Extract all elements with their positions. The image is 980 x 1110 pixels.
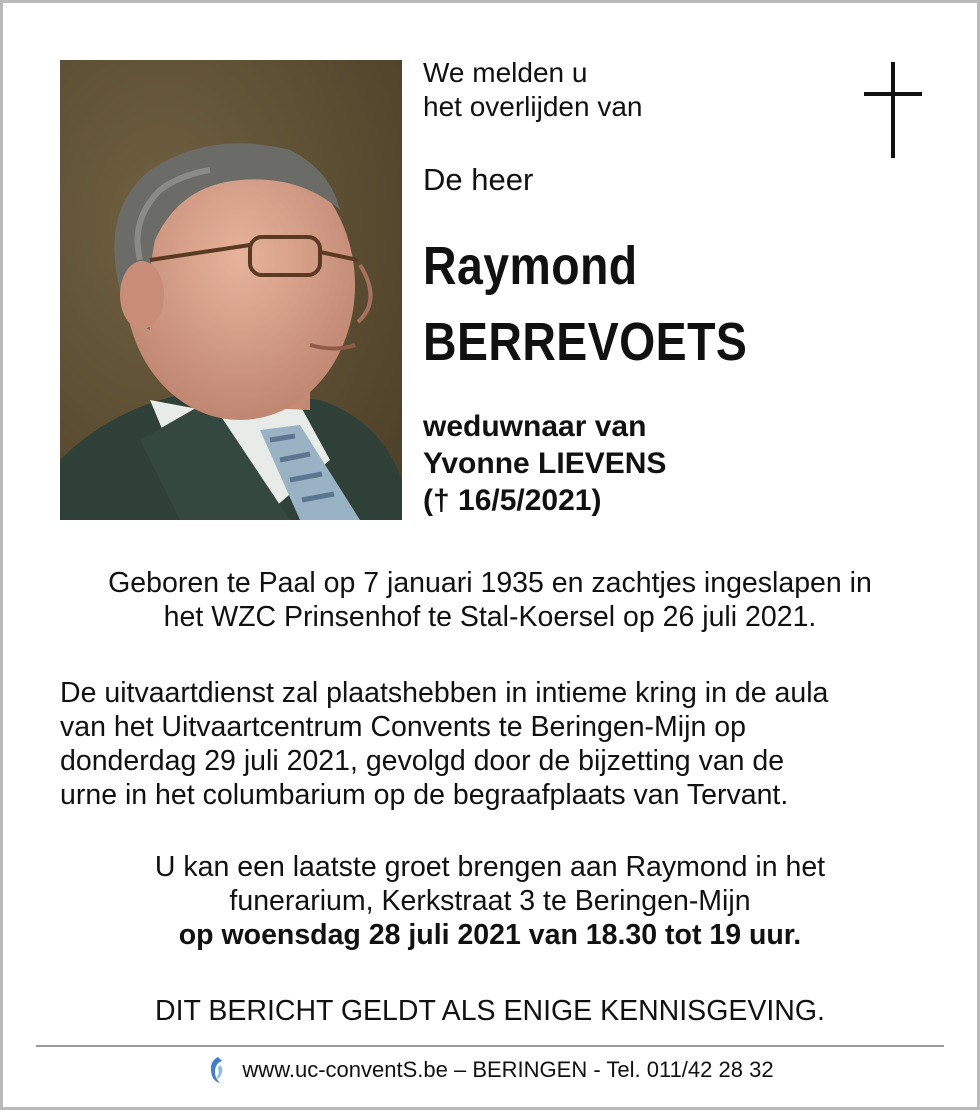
- footer: [0, 1054, 980, 1086]
- last-name: BERREVOETS: [423, 312, 748, 372]
- spouse-line: weduwnaar van: [423, 410, 647, 443]
- portrait-illustration: [60, 60, 402, 520]
- visitation-paragraph: [40, 850, 940, 952]
- first-name: Raymond: [423, 236, 638, 296]
- paragraph-line: U kan een laatste groet brengen aan Raymond in het: [154, 851, 826, 883]
- honorific-title: De heer: [423, 162, 534, 197]
- spouse-name: Yvonne LIEVENS: [423, 447, 667, 480]
- intro-text: [423, 56, 642, 124]
- dove-logo-icon: [206, 1055, 226, 1085]
- paragraph-line: Geboren te Paal op 7 januari 1935 en zachtjes ingeslapen in: [108, 567, 872, 599]
- portrait-photo: [60, 60, 402, 520]
- intro-line: het overlijden van: [423, 91, 643, 122]
- paragraph-line: donderdag 29 juli 2021, gevolgd door de bijzetting van de: [60, 745, 785, 777]
- paragraph-line: urne in het columbarium op de begraafplaats van Tervant.: [60, 779, 789, 811]
- paragraph-line: van het Uitvaartcentrum Convents te Beringen-Mijn op: [60, 711, 746, 743]
- deceased-name: [423, 228, 747, 380]
- paragraph-line: het WZC Prinsenhof te Stal-Koersel op 26 juli 2021.: [163, 601, 817, 633]
- cross-icon: [864, 62, 922, 158]
- birth-death-paragraph: [40, 566, 940, 634]
- paragraph-line: funerarium, Kerkstraat 3 te Beringen-Mijn: [229, 885, 751, 917]
- spouse-death-date: († 16/5/2021): [423, 484, 602, 517]
- paragraph-line: De uitvaartdienst zal plaatshebben in intieme kring in de aula: [60, 677, 829, 709]
- visitation-time: op woensdag 28 juli 2021 van 18.30 tot 19 uur.: [178, 919, 802, 951]
- funeral-service-paragraph: [60, 676, 960, 812]
- footer-divider: [36, 1045, 944, 1047]
- intro-line: We melden u: [423, 57, 588, 88]
- spouse-info: [423, 408, 666, 519]
- sole-notice-text: DIT BERICHT GELDT ALS ENIGE KENNISGEVING.: [155, 995, 825, 1027]
- footer-contact[interactable]: www.uc-conventS.be – BERINGEN - Tel. 011/42 28 32: [242, 1057, 774, 1082]
